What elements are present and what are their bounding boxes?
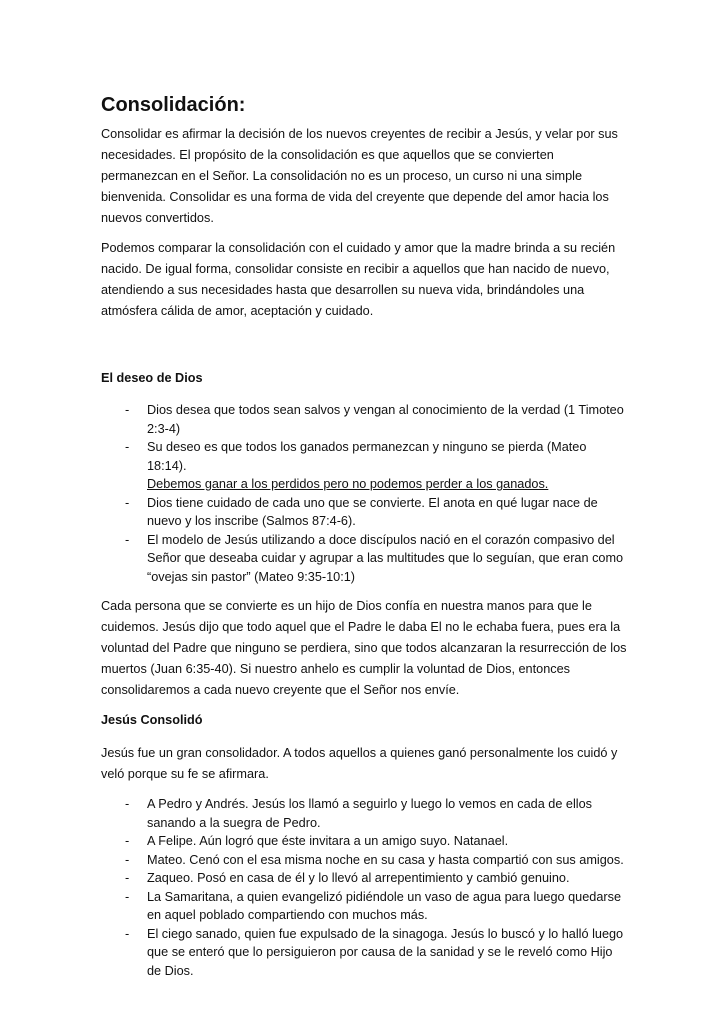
dash-bullet: - (125, 926, 130, 941)
list-item (101, 494, 629, 531)
list-item (101, 795, 629, 832)
list-item (101, 869, 629, 888)
list-item-text: Dios tiene cuidado de cada uno que se convierte. El anota en qué lugar nace de nuevo y los inscribe (Salmos 87:4-6). (147, 495, 598, 528)
dash-bullet: - (125, 532, 130, 547)
dash-bullet: - (125, 871, 130, 885)
dash-bullet: - (125, 889, 130, 904)
document-page (101, 92, 629, 990)
list-item-text: A Pedro y Andrés. Jesús los llamó a seguirlo y luego lo vemos en cada de ellos sanando a la suegra de Pedro. (147, 797, 593, 830)
list-item-text: Dios desea que todos sean salvos y vengan al conocimiento de la verdad (1 Timoteo 2:3-4) (147, 403, 624, 436)
list-item (101, 438, 629, 494)
list-item-text: Zaqueo. Posó en casa de él y lo llevó al arrepentimiento y cambió genuino. (147, 871, 570, 885)
list-item-text: El ciego sanado, quien fue expulsado de la sinagoga. Jesús lo buscó y lo halló luego que se enteró que lo persiguieron por causa de la sanidad y se le reveló como Hijo de Dios. (147, 926, 624, 978)
section-heading-jesus: Jesús Consolidó (101, 713, 203, 727)
section-heading-deseo: El deseo de Dios (101, 371, 203, 385)
intro-paragraph-2: Podemos comparar la consolidación con el cuidado y amor que la madre brinda a su recién nacido. De igual forma, consolidar consiste en recibir a aquellos que han nacido de nuevo, atendiendo a sus necesidades hasta que desarrollen su nueva vida, brindándoles una atmósfera cálida de amor, aceptación y cuidado. (101, 241, 616, 318)
dash-bullet: - (125, 495, 130, 510)
dash-bullet: - (125, 797, 130, 811)
list-item-text: La Samaritana, a quien evangelizó pidiéndole un vaso de agua para luego quedarse en aquel poblado compartiendo con muchos más. (147, 889, 622, 922)
intro-paragraph-1: Consolidar es afirmar la decisión de los nuevos creyentes de recibir a Jesús, y velar por sus necesidades. El propósito de la consolidación es que aquellos que se convierten permanezcan en el Señor. La consolidación no es un proceso, un curso ni una simple bienvenida. Consolidar es una forma de vida del creyente que depende del amor hacia los nuevos convertidos. (101, 127, 618, 225)
dash-bullet: - (125, 852, 130, 867)
list-item (101, 925, 629, 981)
section2-intro-paragraph: Jesús fue un gran consolidador. A todos aquellos a quienes ganó personalmente los cuidó y veló porque su fe se afirmara. (101, 746, 618, 781)
list-item-text: El modelo de Jesús utilizando a doce discípulos nació en el corazón compasivo del Señor que deseaba cuidar y agrupar a las multitudes que lo seguían, que eran como “ovejas sin pastor” (Mateo 9:35-10:1) (147, 532, 624, 584)
list-item (101, 832, 629, 851)
spacer (101, 331, 629, 368)
underlined-emphasis: Debemos ganar a los perdidos pero no podemos perder a los ganados. (147, 477, 549, 491)
dash-bullet: - (125, 440, 130, 454)
dash-bullet: - (125, 403, 130, 417)
deseo-list (101, 401, 629, 586)
list-item-text: A Felipe. Aún logró que éste invitara a un amigo suyo. Natanael. (147, 834, 509, 848)
list-item (101, 888, 629, 925)
section1-closing-paragraph: Cada persona que se convierte es un hijo de Dios confía en nuestra manos para que le cuidemos. Jesús dijo que todo aquel que el Padre le daba El no le echaba fuera, pues era la voluntad del Padre que ninguno se perdiera, sino que todos alcanzaran la resurrección de los muertos (Juan 6:35-40). Si nuestro anhelo es cumplir la voluntad de Dios, entonces consolidaremos a cada nuevo creyente que el Señor nos envíe. (101, 599, 627, 697)
list-item (101, 401, 629, 438)
dash-bullet: - (125, 834, 130, 848)
page-title: Consolidación: (101, 94, 246, 116)
list-item-text: Mateo. Cenó con el esa misma noche en su casa y hasta compartió con sus amigos. (147, 852, 624, 867)
jesus-list (101, 795, 629, 980)
list-item (101, 531, 629, 587)
list-item-text: Su deseo es que todos los ganados permanezcan y ninguno se pierda (Mateo 18:14). (147, 440, 587, 473)
list-item (101, 851, 629, 870)
